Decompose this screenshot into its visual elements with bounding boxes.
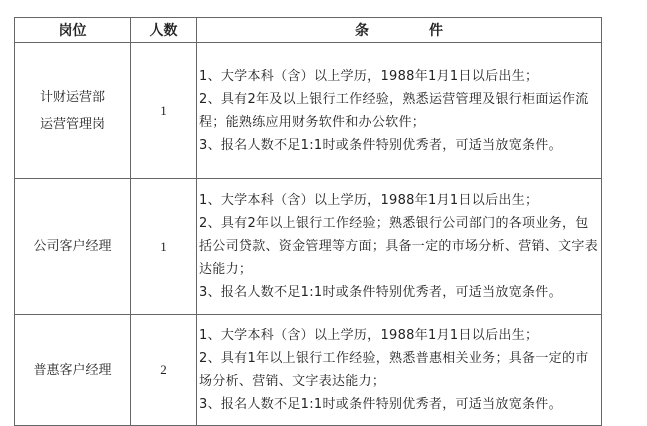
post-name-line: 运营管理岗 [39, 116, 105, 132]
recruitment-table [14, 17, 602, 426]
table-row [15, 315, 602, 426]
headcount-cell: 1 [131, 179, 197, 315]
condition-item: 3、报名人数不足1:1时或条件特别优秀者，可适当放宽条件。 [199, 397, 562, 412]
post-cell [15, 315, 131, 426]
header-conditions-char-1: 条 [355, 23, 369, 39]
condition-item: 2、具有1年以上银行工作经验，熟悉普惠相关业务；具备一定的市场分析、营销、文字表达能力； [199, 351, 589, 389]
condition-item: 3、报名人数不足1:1时或条件特别优秀者，可适当放宽条件。 [199, 137, 562, 153]
post-name-line: 普惠客户经理 [33, 362, 112, 378]
condition-item: 2、具有2年及以上银行工作经验，熟悉运营管理及银行柜面运作流程；能熟练应用财务软件和办公软件； [199, 91, 589, 130]
table-row [15, 43, 602, 179]
conditions-cell [197, 179, 602, 315]
condition-item: 1、大学本科（含）以上学历，1988年1月1日以后出生； [199, 193, 539, 208]
header-conditions-char-2: 件 [429, 23, 443, 39]
header-conditions [197, 18, 602, 43]
condition-item: 1、大学本科（含）以上学历，1988年1月1日以后出生； [199, 328, 539, 343]
condition-item: 3、报名人数不足1:1时或条件特别优秀者，可适当放宽条件。 [199, 285, 562, 300]
conditions-cell [197, 43, 602, 179]
post-cell [15, 179, 131, 315]
header-post: 岗位 [15, 18, 131, 43]
table-row [15, 179, 602, 315]
headcount-cell: 1 [131, 43, 197, 179]
post-name-line: 公司客户经理 [33, 239, 112, 254]
table-header-row [15, 18, 602, 43]
conditions-cell [197, 315, 602, 426]
condition-item: 2、具有2年以上银行工作经验；熟悉银行公司部门的各项业务，包括公司贷款、资金管理等方面；具备一定的市场分析、营销、文字表达能力； [199, 216, 599, 277]
headcount-cell: 2 [131, 315, 197, 426]
post-cell [15, 43, 131, 179]
header-count: 人数 [131, 18, 197, 43]
condition-item: 1、大学本科（含）以上学历，1988年1月1日以后出生； [199, 68, 539, 84]
post-name-line: 计财运营部 [39, 89, 105, 105]
